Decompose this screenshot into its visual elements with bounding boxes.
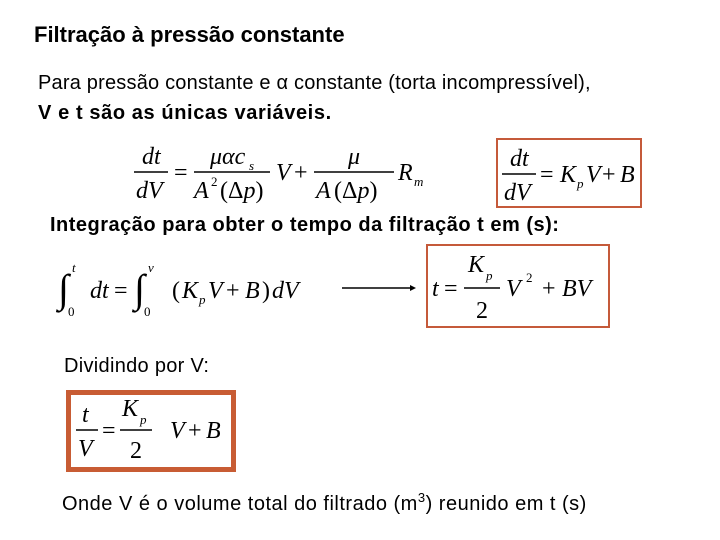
svg-text:t: t [432, 276, 439, 302]
svg-text:V: V [586, 162, 601, 188]
svg-text:(: ( [172, 278, 180, 304]
svg-text:=: = [174, 160, 188, 186]
svg-text:p: p [577, 176, 584, 191]
kp-differential-equation [500, 140, 640, 208]
svg-text:dt: dt [510, 146, 529, 172]
svg-text:R: R [398, 160, 413, 186]
svg-text:t: t [82, 402, 89, 428]
svg-text:μ: μ [348, 144, 361, 170]
svg-text:B: B [245, 278, 260, 304]
svg-text:dV: dV [504, 180, 531, 206]
svg-text:K: K [182, 278, 199, 304]
svg-text:=: = [444, 276, 458, 302]
time-equation [430, 246, 610, 326]
svg-text:0: 0 [144, 304, 151, 319]
svg-text:dt: dt [90, 278, 109, 304]
svg-text:t: t [72, 260, 76, 275]
svg-text:V: V [208, 278, 223, 304]
svg-text:dV: dV [272, 278, 299, 304]
svg-text:μαc: μαc [210, 144, 246, 170]
svg-text:2: 2 [130, 438, 142, 464]
svg-text:(Δp): (Δp) [220, 178, 264, 204]
svg-text:p: p [199, 292, 206, 307]
svg-text:s: s [249, 158, 255, 173]
svg-text:=: = [540, 162, 554, 188]
svg-text:=: = [114, 278, 128, 304]
svg-text:(Δp): (Δp) [334, 178, 378, 204]
svg-text:∫: ∫ [134, 266, 145, 311]
intro-line-1: Para pressão constante e α constante (torta incompressível), [38, 72, 591, 94]
svg-text:V: V [506, 276, 521, 302]
divide-heading: Dividindo por V: [64, 355, 210, 377]
integral-equation [58, 258, 358, 320]
integration-heading: Integração para obter o tempo da filtração t em (s): [50, 214, 560, 236]
closing-text-sup: 3 [417, 490, 426, 505]
intro-line-2: V e t são as únicas variáveis. [38, 102, 332, 124]
svg-text:+: + [542, 276, 556, 302]
svg-text:V: V [276, 160, 291, 186]
svg-text:+: + [602, 162, 616, 188]
svg-text:∫: ∫ [58, 266, 69, 311]
svg-text:V: V [78, 436, 93, 462]
svg-text:+: + [226, 278, 240, 304]
svg-text:V: V [170, 418, 185, 444]
svg-text:dt: dt [142, 144, 161, 170]
svg-text:dV: dV [136, 178, 163, 204]
svg-text:K: K [122, 396, 139, 422]
ruth-differential-equation [130, 138, 424, 208]
slide-title: Filtração à pressão constante [34, 22, 345, 47]
svg-text:A: A [194, 178, 209, 204]
svg-text:=: = [102, 418, 116, 444]
svg-text:v: v [148, 260, 154, 275]
svg-text:): ) [262, 278, 270, 304]
arrow-icon [342, 282, 418, 294]
svg-text:0: 0 [68, 304, 75, 319]
linear-t-over-v-equation [72, 396, 232, 468]
svg-text:K: K [468, 252, 485, 278]
svg-text:B: B [206, 418, 221, 444]
closing-text-after: ) reunido em t (s) [425, 493, 587, 515]
svg-text:+: + [294, 160, 308, 186]
closing-note [62, 490, 587, 516]
svg-text:2: 2 [476, 298, 488, 324]
svg-text:m: m [414, 174, 424, 189]
closing-text-before: Onde V é o volume total do filtrado (m [62, 493, 418, 515]
svg-text:+: + [188, 418, 202, 444]
svg-text:2: 2 [526, 270, 533, 285]
svg-text:p: p [486, 268, 493, 283]
svg-text:B: B [620, 162, 635, 188]
svg-text:A: A [316, 178, 331, 204]
svg-text:BV: BV [562, 276, 592, 302]
svg-text:K: K [560, 162, 577, 188]
svg-text:p: p [140, 412, 147, 427]
svg-text:2: 2 [211, 174, 218, 189]
